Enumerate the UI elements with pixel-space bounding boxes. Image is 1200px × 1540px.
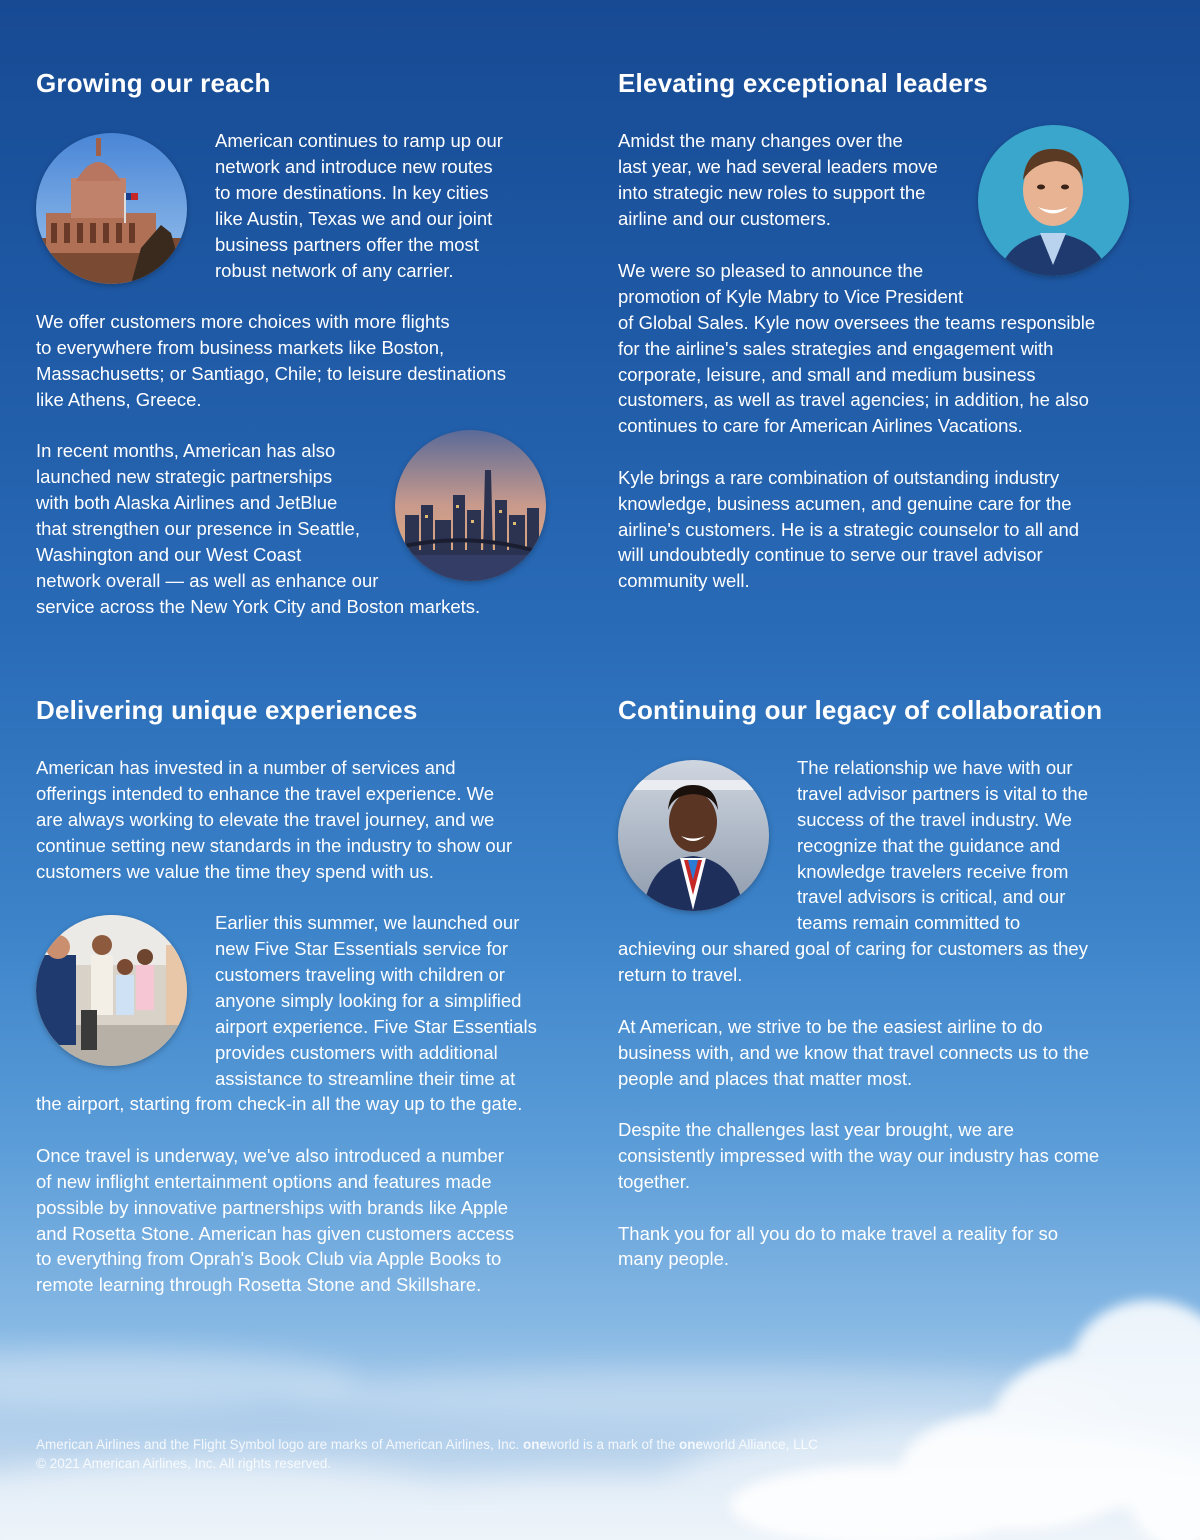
text-line: community well. (618, 570, 750, 591)
text-line: Washington and our West Coast (36, 544, 302, 565)
text-line: recognize that the guidance and (797, 835, 1061, 856)
text-line: The relationship we have with our (797, 757, 1073, 778)
text-line: like Athens, Greece. (36, 389, 202, 410)
text-line: promotion of Kyle Mabry to Vice President (618, 286, 964, 307)
copyright-line: © 2021 American Airlines, Inc. All rights reserved. (36, 1456, 332, 1471)
text-line: airport experience. Five Star Essentials (215, 1016, 537, 1037)
text-line: provides customers with additional (215, 1042, 498, 1063)
text-line: new Five Star Essentials service for (215, 938, 509, 959)
text-line: airline's customers. He is a strategic counselor to all and (618, 519, 1080, 540)
text-line: Kyle brings a rare combination of outstanding industry (618, 467, 1060, 488)
text-line: travel advisor partners is vital to the (797, 783, 1088, 804)
text-line: the airport, starting from check-in all the way up to the gate. (36, 1093, 523, 1114)
text-line: Despite the challenges last year brought, we are (618, 1119, 1014, 1140)
text-line: American continues to ramp up our (215, 130, 503, 151)
text-line: like Austin, Texas we and our joint (215, 208, 493, 229)
text-line: corporate, leisure, and small and medium business (618, 364, 1036, 385)
text-line: are always working to elevate the travel journey, and we (36, 809, 495, 830)
austin-capitol-image (36, 133, 187, 284)
text-line: customers we value the time they spend with us. (36, 861, 434, 882)
text-line: remote learning through Rosetta Stone and Skillshare. (36, 1274, 482, 1295)
text-line: network and introduce new routes (215, 156, 493, 177)
text-line: service across the New York City and Boston markets. (36, 596, 481, 617)
text-line: together. (618, 1171, 691, 1192)
section-title: Delivering unique experiences (36, 695, 418, 725)
trademark-text: world is a mark of the (546, 1437, 680, 1452)
text-line: knowledge travelers receive from (797, 861, 1069, 882)
text-line: At American, we strive to be the easiest airline to do (618, 1016, 1043, 1037)
section-title: Continuing our legacy of collaboration (618, 695, 1103, 725)
text-line: American has invested in a number of services and (36, 757, 456, 778)
text-line: to everywhere from business markets like Boston, (36, 337, 445, 358)
text-line: offerings intended to enhance the travel experience. We (36, 783, 495, 804)
text-line: return to travel. (618, 964, 743, 985)
text-line: Once travel is underway, we've also introduced a number (36, 1145, 504, 1166)
text-line: that strengthen our presence in Seattle, (36, 518, 360, 539)
section-title: Elevating exceptional leaders (618, 68, 988, 98)
text-line: Earlier this summer, we launched our (215, 912, 520, 933)
trademark-line (36, 1435, 818, 1454)
oneworld-bold: one (679, 1437, 704, 1452)
text-line: will undoubtedly continue to serve our travel advisor (618, 544, 1043, 565)
text-line: last year, we had several leaders move (618, 156, 938, 177)
text-line: In recent months, American has also (36, 440, 336, 461)
oneworld-bold: one (522, 1437, 547, 1452)
airport-family-image (36, 915, 187, 1066)
trademark-text: world Alliance, LLC (703, 1437, 818, 1452)
text-line: knowledge, business acumen, and genuine care for the (618, 493, 1072, 514)
text-line: robust network of any carrier. (215, 260, 454, 281)
text-line: with both Alaska Airlines and JetBlue (36, 492, 338, 513)
text-line: of new inflight entertainment options and features made (36, 1171, 492, 1192)
text-line: continue setting new standards in the industry to show our (36, 835, 513, 856)
text-line: launched new strategic partnerships (36, 466, 333, 487)
text-line: achieving our shared goal of caring for customers as they (618, 938, 1088, 959)
text-line: people and places that matter most. (618, 1068, 913, 1089)
text-line: success of the travel industry. We (797, 809, 1072, 830)
kyle-mabry-portrait-image (978, 125, 1129, 276)
text-line: many people. (618, 1248, 730, 1269)
text-line: into strategic new roles to support the (618, 182, 926, 203)
text-line: airline and our customers. (618, 208, 831, 229)
text-line: business partners offer the most (215, 234, 479, 255)
trademark-text: American Airlines and the Flight Symbol logo are marks of American Airlines, Inc. (36, 1437, 523, 1452)
section-title: Growing our reach (36, 68, 271, 98)
text-line: and Rosetta Stone. American has given customers access (36, 1223, 515, 1244)
text-line: Thank you for all you do to make travel a reality for so (618, 1223, 1059, 1244)
text-line: teams remain committed to (797, 912, 1021, 933)
text-line: to more destinations. In key cities (215, 182, 489, 203)
flight-attendant-image (618, 760, 769, 911)
text-line: Amidst the many changes over the (618, 130, 903, 151)
text-line: customers, as well as travel agencies; in addition, he also (618, 389, 1089, 410)
text-line: travel advisors is critical, and our (797, 886, 1066, 907)
text-line: to everything from Oprah's Book Club via Apple Books to (36, 1248, 502, 1269)
text-line: continues to care for American Airlines Vacations. (618, 415, 1023, 436)
text-line: Massachusetts; or Santiago, Chile; to leisure destinations (36, 363, 506, 384)
text-line: business with, and we know that travel connects us to the (618, 1042, 1089, 1063)
text-line: possible by innovative partnerships with brands like Apple (36, 1197, 509, 1218)
new-york-skyline-image (395, 430, 546, 581)
text-line: anyone simply looking for a simplified (215, 990, 522, 1011)
text-line: consistently impressed with the way our industry has come (618, 1145, 1100, 1166)
text-line: customers traveling with children or (215, 964, 505, 985)
text-line: assistance to streamline their time at (215, 1068, 516, 1089)
text-line: of Global Sales. Kyle now oversees the teams responsible (618, 312, 1096, 333)
legal-footer (36, 1435, 818, 1473)
text-line: for the airline's sales strategies and engagement with (618, 338, 1054, 359)
text-line: We were so pleased to announce the (618, 260, 924, 281)
text-line: network overall — as well as enhance our (36, 570, 379, 591)
text-line: We offer customers more choices with more flights (36, 311, 450, 332)
